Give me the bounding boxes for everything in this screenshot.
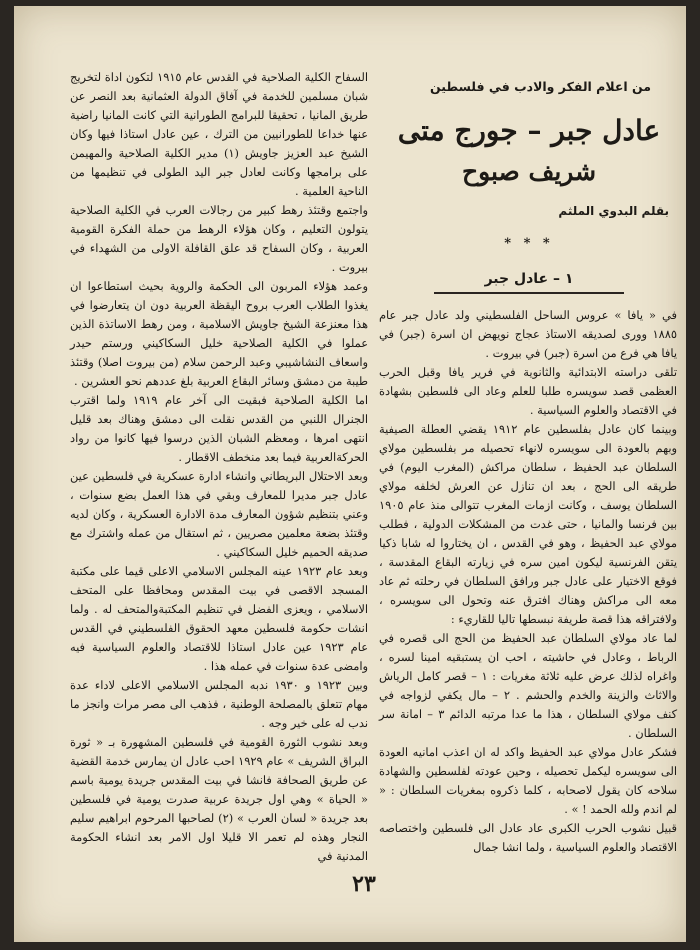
author-byline: بقلم البدوي الملثم: [558, 204, 669, 218]
paragraph: وبينما كان عادل بفلسطين عام ١٩١٢ يقضي العطلة الصيفية وبهم بالعودة الى سويسره لانهاء تحصيله مر بفلسطين مولاي السلطان عبد الحفيظ ، سلطان مراكش (المغرب اليوم) في طريقه الى الحج ، بعد ان تنازل عن العرش لخلفه مولاي السلطان يوسف ، وكانت ازمات المغرب تتوالى منذ عام ١٩٠٥ بين فرنسا والمانيا ، حتى غدت من المشكلات الدولية ، فطلب مولاي عبد الحفيظ ، وهو في القدس ، ان يختاروا له شابا ذكيا يتقن الفرنسية ليكون امين سره في زيارته البقاع المقدسة ، فوقع الاختيار على عادل جبر ورافق السلطان في رحلته ثم عاد معه الى مراكش وهناك افترق عنه وتحول الى سويسره ، ولافتراقه هذا قصة طريفة نبسطها تاليا للقاريء :: [379, 422, 677, 626]
paragraph: السفاح الكلية الصلاحية في القدس عام ١٩١٥ لتكون اداة لتخريج شبان مسلمين للخدمة في آفاق الدولة العثمانية بعد النصر عن طريق المانيا ، تحقيقا للبرامج الطورانية التي كانت المانيا راضية عنها خداعا للطورانيين من الترك ، عين عادل استاذا فيها وكان الشيخ عبد العزيز جاويش (١) مدير الكلية الصلاحية والمهيمن على برامجها وكانت لعادل جبر اليد الطولى في تنظيمها من الناحية العلمية .: [70, 70, 368, 198]
magazine-page: [14, 6, 686, 942]
paragraph: وعمد هؤلاء المربون الى الحكمة والروية بحيث استطاعوا ان يغذوا الطلاب العرب بروح اليقظة العربية دون ان يتعارضوا في هذا معنزعة الشيخ جاويش الاسلامية ، ومن رهط الاساتذة الذين عملوا في الكلية الصلاحية خليل السكاكيني ورستم حيدر واسعاف النشاشيبي وعبد الرحمن سلام (من بيروت اصلا) وقتئذ طيبة من دمشق وسائر البقاع العربية بلغ عددهم نحو العشرين .: [70, 279, 368, 388]
series-kicker: من اعلام الفكر والادب في فلسطين: [430, 79, 651, 94]
paragraph: وبعد نشوب الثورة القومية في فلسطين المشهورة بـ « ثورة البراق الشريف » عام ١٩٢٩ احب عادل ان يمارس خدمة القضية عن طريق الصحافة فانشا في بيت المقدس جريدة يومية باسم « الحياة » وهي اول جريدة عربية صدرت يومية في فلسطين بعد جريدة « لسان العرب » (٢) لصاحبها المرحوم ابراهيم سليم النجار وهذه لم تعمر الا قليلا اول الامر بعد انشاء الحكومة المدنية في: [70, 735, 368, 863]
paragraph: في « يافا » عروس الساحل الفلسطيني ولد عادل جبر عام ١٨٨٥ وورى لصديقه الاستاذ عجاج نويهض ان اسرة (جبر) في يافا هي فرع من اسرة (جبر) في بيروت .: [379, 308, 677, 360]
paragraph: وبعد الاحتلال البريطاني وانشاء ادارة عسكرية في فلسطين عين عادل جبر مديرا للمعارف وبقي في هذا العمل بضع سنوات ، وعني بتنظيم شؤون المعارف مدة الادارة العسكرية ، وكان لديه وقتئذ بضعة معلمين مصريين ، ثم استقال من عمله واشترك مع صديقه الحميم خليل السكاكيني .: [70, 469, 368, 559]
paragraph: قبيل نشوب الحرب الكبرى عاد عادل الى فلسطين واختصاصه الاقتصاد والعلوم السياسية ، ولما انشا جمال: [379, 821, 677, 854]
article-title-line2: شريف صبوح: [461, 157, 597, 186]
paragraph: واجتمع وقتئذ رهط كبير من رجالات العرب في الكلية الصلاحية يتولون التعليم ، وكان هؤلاء الرهط من حملة الفكرة القومية العربية ، وكان السفاح قد علق القافلة الاولى من الشهداء في بيروت .: [70, 203, 368, 274]
left-text-column: [70, 68, 368, 866]
right-text-column: [379, 306, 677, 857]
paragraph: وبين ١٩٢٣ و ١٩٣٠ ندبه المجلس الاسلامي الاعلى لاداء عدة مهام تتعلق بالمصلحة الوطنية ، فذهب الى مصر مرات وانجز ما ندب له على خير وجه .: [70, 678, 369, 730]
section-heading: ١ – عادل جبر: [484, 271, 574, 287]
article-title-line1: عادل جبر – جورج متى: [397, 114, 661, 147]
paragraph: لما عاد مولاي السلطان عبد الحفيظ من الحج الى قصره في الرباط ، وعادل في حاشيته ، احب ان يستبقيه امينا لسره ، واغراه لذلك عرض عليه ثلاثة مغريات : ١ – قصر كامل الرياش والاثاث والزينة والخدم والحشم . ٢ – مال يكفي لزواجه في كنف مولاي السلطان ، هذا ما عدا مرتبه الدائم ٣ – امانة سر السلطان .: [379, 631, 678, 740]
page-number: ٢٣: [352, 871, 376, 897]
section-separator: * * *: [504, 236, 554, 251]
paragraph: فشكر عادل مولاي عبد الحفيظ واكد له ان اعذب امانيه العودة الى سويسره ليكمل تحصيله ، وحين عودته لفلسطين والشهادة سلاحه كان يقول لاصحابه ، كلما ذكروه بمغريات السلطان : « لم اندم ولله الحمد ! » .: [379, 745, 677, 816]
paragraph: تلقى دراسته الابتدائية والثانوية في فرير يافا وقبل الحرب العظمى قصد سويسره طلبا للعلم وعاد الى فلسطين بشهادة في الاقتصاد والعلوم السياسية .: [379, 365, 677, 417]
paragraph: اما الكلية الصلاحية فبقيت الى آخر عام ١٩١٩ ولما اقترب الجنرال اللنبي من القدس نقلت الى دمشق وهناك بعد قليل انتهى امرها ، ومعظم الشبان الذين درسوا فيها كانوا من رواد الحركةالعربية فيما بعد منخطف الاقطار .: [70, 393, 368, 464]
heading-underline: [434, 292, 624, 294]
paragraph: وبعد عام ١٩٢٣ عينه المجلس الاسلامي الاعلى قيما على مكتبة المسجد الاقصى في بيت المقدس ومحافظا على المتحف الاسلامي ، ويعزى الفضل في تنظيم المكتبةوالمتحف له . ولما انشات حكومة فلسطين معهد الحقوق الفلسطيني في القدس عام ١٩٢٣ عين عادل استاذا للاقتصاد والعلوم السياسية فيه وامضى عدة سنوات في عمله هذا .: [70, 564, 368, 673]
